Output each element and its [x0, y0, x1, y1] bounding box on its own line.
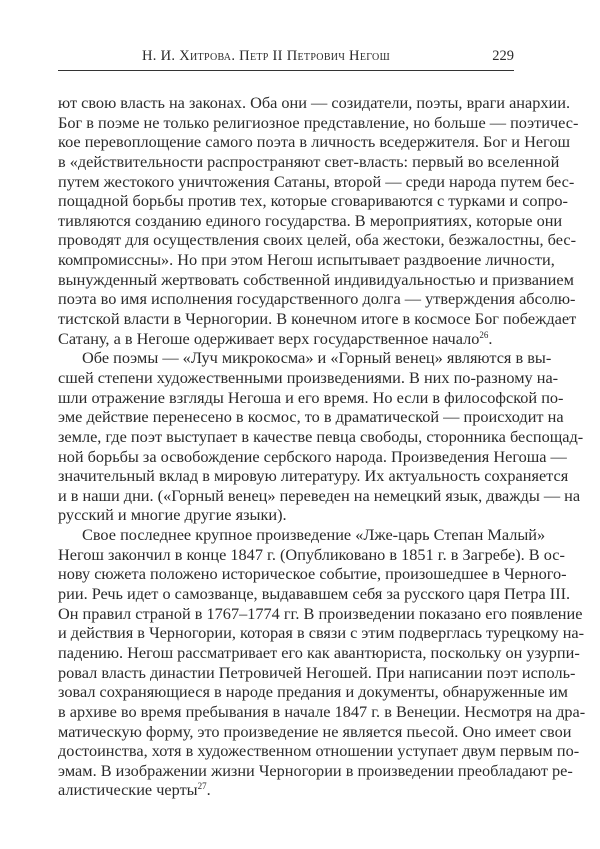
text-line-content: русский и многие другие языки). — [58, 505, 287, 525]
text-line: ной борьбы за освобождение сербского народа. Произведения Негоша — — [58, 446, 567, 466]
text-line: Он правил страной в 1767–1774 гг. В произведении показано его появление — [58, 603, 583, 623]
page-body — [58, 93, 586, 800]
sentence-end: . — [206, 780, 211, 800]
text-line: эме действие перенесено в космос, то в драматической — происходит на — [58, 407, 564, 427]
text-line: Бог в поэме не только религиозное представление, но больше — поэтичес- — [58, 112, 579, 132]
text-line-content: Сатану, а в Негоше одерживает верх государственное начало — [58, 328, 480, 348]
text-line: матическую форму, это произведение не является пьесой. Оно имеет свои — [58, 721, 572, 741]
text-line: и действия в Черногории, которая в связи с этим подверглась турецкому на- — [58, 623, 585, 643]
text-line: нову сюжета положено историческое событие, произошедшее в Черного- — [58, 564, 567, 584]
text-line-last — [58, 505, 514, 525]
paragraph — [58, 348, 584, 525]
sentence-end: . — [488, 328, 493, 348]
text-line: шли отражение взгляды Негоша и его время. Но если в философской по- — [58, 387, 564, 407]
text-line: проводят для осуществления своих целей, оба жестоки, безжалостны, бес- — [58, 230, 577, 250]
paragraph — [58, 93, 579, 348]
text-line: пощадной борьбы против тех, которые сговариваются с турками и сопро- — [58, 191, 568, 211]
text-line: вынужденный жертвовать собственной индивидуальностью и призванием — [58, 269, 574, 289]
text-line: в «действительности распространяют свет-власть: первый во вселенной — [58, 151, 560, 171]
text-line: компромиссны». Но при этом Негош испытывает раздвоение личности, — [58, 250, 555, 270]
text-line: эмам. В изображении жизни Черногории в произведении преобладают ре- — [58, 760, 573, 780]
text-line: рии. Речь идет о самозванце, выдававшем себя за русского царя Петра III. — [58, 584, 571, 604]
text-line-content: алистические черты — [58, 780, 198, 800]
text-line: Свое последнее крупное произведение «Лже-царь Степан Малый» — [82, 525, 546, 545]
running-header — [58, 46, 514, 71]
text-line: Негош закончил в конце 1847 г. (Опубликовано в 1851 г. в Загребе). В ос- — [58, 544, 565, 564]
text-line: ровал власть династии Петровичей Негошей. При написании поэт исполь- — [58, 662, 576, 682]
text-line: значительный вклад в мировую литературу. Их актуальность сохраняется — [58, 466, 569, 486]
text-line: и в наши дни. («Горный венец» переведен на немецкий язык, дважды — на — [58, 485, 581, 505]
text-line-last — [58, 780, 514, 800]
footnote-ref[interactable]: 27 — [197, 781, 207, 792]
text-line: путем жестокого уничтожения Сатаны, второй — среди народа путем бес- — [58, 171, 575, 191]
text-line: тистской власти в Черногории. В конечном итоге в космосе Бог побеждает — [58, 309, 577, 329]
text-line: земле, где поэт выступает в качестве певца свободы, сторонника беспощад- — [58, 426, 584, 446]
text-line: поэта во имя исполнения государственного долга — утверждения абсолю- — [58, 289, 576, 309]
text-line: зовал сохраняющиеся в народе предания и документы, обнаруженные им — [58, 682, 568, 702]
text-line: Обе поэмы — «Луч микрокосма» и «Горный венец» являются в вы- — [82, 348, 552, 368]
text-line: тивляются созданию единого государства. В мероприятиях, которые они — [58, 210, 563, 230]
text-line-last — [58, 329, 514, 349]
text-line: падению. Негош рассматривает его как авантюриста, поскольку он узурпи- — [58, 642, 580, 662]
footnote-ref[interactable]: 26 — [479, 329, 489, 340]
running-title: Н. И. Хитрова. Петр II Петрович Негош — [142, 48, 390, 64]
text-line: сшей степени художественными произведениями. В них по-разному на- — [58, 367, 559, 387]
text-line: в архиве во время пребывания в начале 1847 г. в Венеции. Несмотря на дра- — [58, 701, 586, 721]
text-line: достоинства, хотя в художественном отношении уступает двум первым по- — [58, 741, 580, 761]
text-line: кое перевоплощение самого поэта в личность вседержителя. Бог и Негош — [58, 132, 571, 152]
page-number: 229 — [492, 48, 514, 64]
text-line: ют свою власть на законах. Оба они — созидатели, поэты, враги анархии. — [58, 93, 571, 112]
paragraph — [58, 525, 586, 800]
